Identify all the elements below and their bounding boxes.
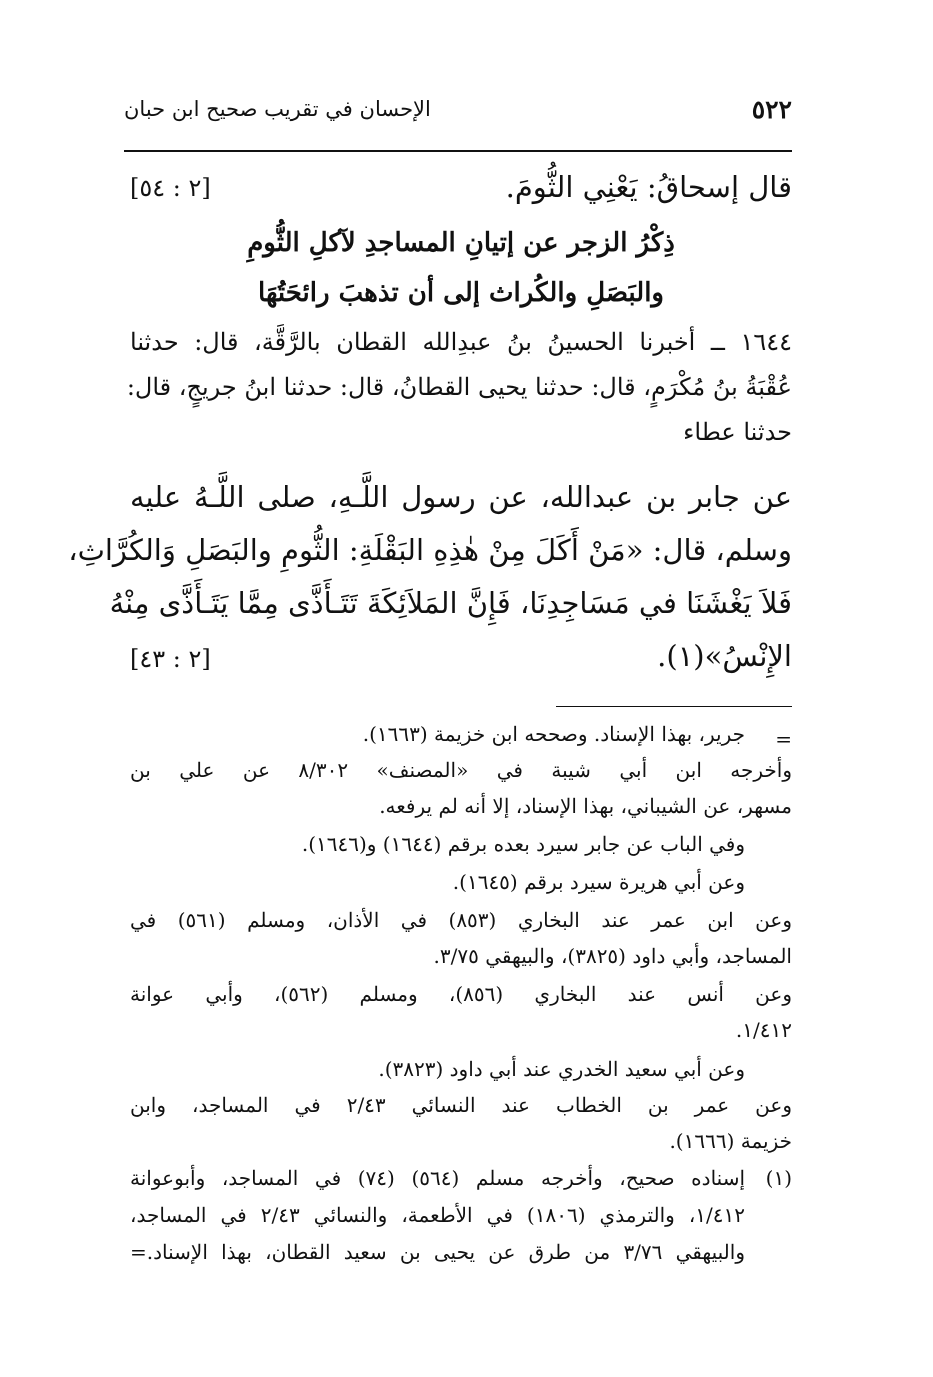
footnote-line: وعن أبي هريرة سيرد برقم (١٦٤٥). — [452, 870, 745, 894]
footnote-line: وأخرجه ابن أبي شيبة في «المصنف» ٨/٣٠٢ عن علي بن — [130, 758, 792, 782]
matn-reference: [٢ : ٤٣] — [130, 645, 211, 673]
book-title: الإحسان في تقريب صحيح ابن حبان — [124, 97, 431, 121]
continuation-marker: = — [775, 727, 792, 751]
top-reference: [٢ : ٥٤] — [130, 174, 211, 202]
footnote-line: ١/٤١٢. — [735, 1018, 792, 1042]
isnad-line-2: عُقْبَةُ بنُ مُكْرَمٍ، قال: حدثنا يحيى القطانُ، قال: حدثنا ابنُ جريجٍ، قال: — [126, 373, 792, 401]
top-line — [130, 170, 792, 204]
footnote-line: وعن أبي سعيد الخدري عند أبي داود (٣٨٢٣). — [378, 1057, 745, 1081]
chapter-heading-line-1: ذِكْرُ الزجر عن إتيانِ المساجدِ لآكلِ الثُّومِ — [247, 228, 675, 258]
footnote-line: مسهر، عن الشيباني، بهذا الإسناد، إلا أنه لم يرفعه. — [379, 794, 792, 818]
footnote-line: وعن عمر بن الخطاب عند النسائي ٢/٤٣ في المساجد، وابن — [130, 1093, 793, 1117]
header-rule — [124, 150, 792, 152]
page-number: ٥٢٢ — [751, 95, 792, 124]
matn-line-3: فَلاَ يَغْشَنَا في مَسَاجِدِنَا، فَإِنَّ المَلاَئِكَةَ تَتَـأَذَّى مِمَّا يَتَـأَذَّى مِنْهُ — [109, 586, 792, 620]
isnad-line-3: حدثنا عطاء — [683, 418, 792, 446]
footnote-line: وفي الباب عن جابر سيرد بعده برقم (١٦٤٤) و(١٦٤٦). — [301, 832, 745, 856]
page-header — [124, 95, 792, 135]
matn-last-text: الإِنْسُ»(١). — [657, 639, 792, 673]
footnote-line: المساجد، وأبي داود (٣٨٢٥)، والبيهقي ٣/٧٥. — [433, 944, 792, 968]
chapter-heading-line-2: والبَصَلِ والكُراث إلى أن تذهبَ رائحَتُهَا — [258, 278, 664, 308]
footnote-line: جرير، بهذا الإسناد. وصححه ابن خزيمة (١٦٦٣). — [362, 722, 745, 746]
matn-line-2: وسلم، قال: «مَنْ أَكَلَ مِنْ هٰذِهِ البَقْلَةِ: الثُّومِ والبَصَلِ وَالكُرَّاثِ، — [68, 533, 792, 567]
footnote-1-line: والبيهقي ٣/٧٦ من طرق عن يحيى بن سعيد القطان، بهذا الإسناد.= — [130, 1240, 745, 1264]
footnote-1-line: ١/٤١٢، والترمذي (١٨٠٦) في الأطعمة، والنسائي ٢/٤٣ في المساجد، — [130, 1203, 746, 1227]
footnote-1-marker: (١) — [765, 1166, 792, 1190]
matn-line-1: عن جابر بن عبدالله، عن رسول اللَّـهِ، صلى اللَّـهُ عليه — [130, 480, 792, 514]
footnote-rule — [556, 706, 792, 707]
footnote-line: وعن أنس عند البخاري (٨٥٦)، ومسلم (٥٦٢)، وأبي عوانة — [130, 982, 792, 1006]
footnote-1-line: إسناده صحيح، وأخرجه مسلم (٥٦٤) (٧٤) في المساجد، وأبوعوانة — [130, 1166, 746, 1190]
top-text: قال إسحاقُ: يَعْنِي الثُّومَ. — [505, 170, 792, 204]
footnote-line: وعن ابن عمر عند البخاري (٨٥٣) في الأذان، ومسلم (٥٦١) في — [130, 908, 792, 932]
footnote-line: خزيمة (١٦٦٦). — [669, 1129, 792, 1153]
matn-line-4 — [130, 639, 792, 673]
isnad-line-1: ١٦٤٤ ــ أخبرنا الحسينُ بنُ عبدِالله القطان بالرَّقَّة، قال: حدثنا — [130, 328, 792, 356]
